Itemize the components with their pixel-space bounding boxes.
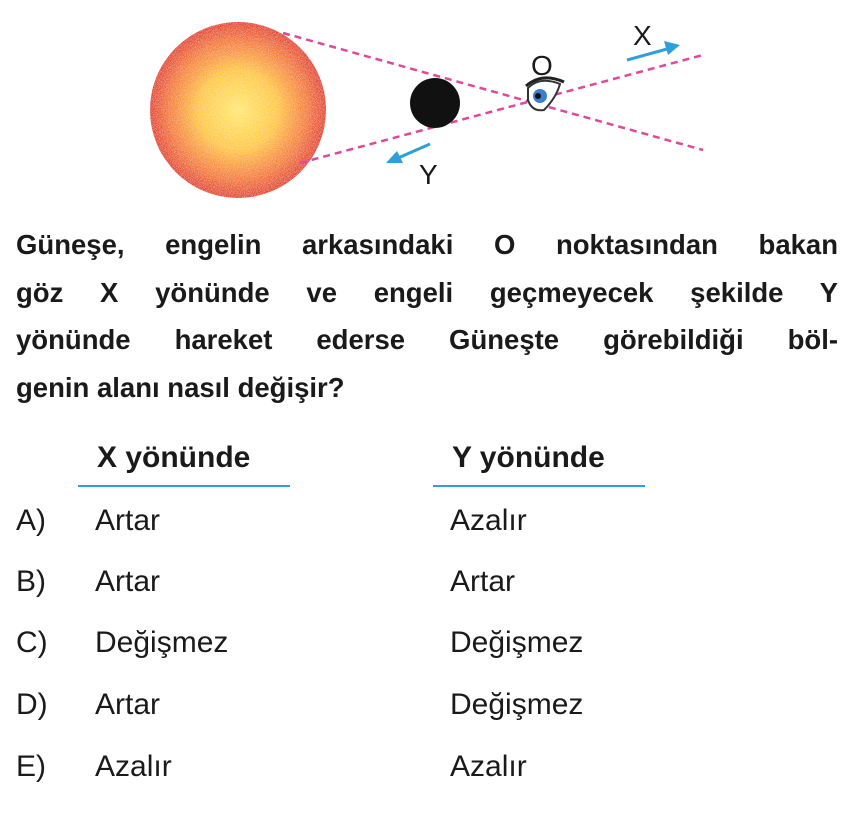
direction-y-label: Y — [419, 159, 438, 190]
option-letter: D) — [16, 688, 48, 721]
option-letter: B) — [16, 565, 46, 598]
column-rule-y — [433, 485, 645, 487]
option-y-value: Değişmez — [450, 688, 584, 721]
answer-option-b[interactable] — [0, 562, 856, 602]
answer-option-a[interactable] — [0, 501, 856, 541]
question-line: Güneşe, engelin arkasındaki O noktasından bakan — [16, 229, 838, 260]
column-rule-x — [78, 485, 290, 487]
option-letter: C) — [16, 626, 48, 659]
direction-x-label: X — [633, 20, 652, 51]
sight-line-lower — [300, 55, 703, 163]
option-x-value: Artar — [95, 565, 161, 598]
option-x-value: Değişmez — [95, 626, 229, 659]
column-header-y: Y yönünde — [452, 441, 605, 474]
option-y-value: Azalır — [450, 750, 527, 783]
question-text — [16, 221, 838, 411]
option-y-value: Değişmez — [450, 626, 584, 659]
point-o-label: O — [531, 50, 553, 81]
answer-option-c[interactable] — [0, 623, 856, 663]
column-header-x: X yönünde — [97, 441, 251, 474]
sun — [150, 22, 326, 198]
question-line: yönünde hareket ederse Güneşte görebildiği böl- — [16, 324, 838, 355]
option-letter: A) — [16, 504, 46, 537]
option-letter: E) — [16, 750, 46, 783]
option-y-value: Azalır — [450, 504, 527, 537]
option-x-value: Artar — [95, 688, 161, 721]
option-y-value: Artar — [450, 565, 516, 598]
option-x-value: Artar — [95, 504, 161, 537]
answer-option-e[interactable] — [0, 747, 856, 787]
answer-option-d[interactable] — [0, 685, 856, 725]
question-line: genin alanı nasıl değişir? — [16, 371, 345, 403]
obstacle — [410, 78, 460, 128]
question-line: göz X yönünde ve engeli geçmeyecek şekilde Y — [16, 276, 838, 308]
option-x-value: Azalır — [95, 750, 172, 783]
